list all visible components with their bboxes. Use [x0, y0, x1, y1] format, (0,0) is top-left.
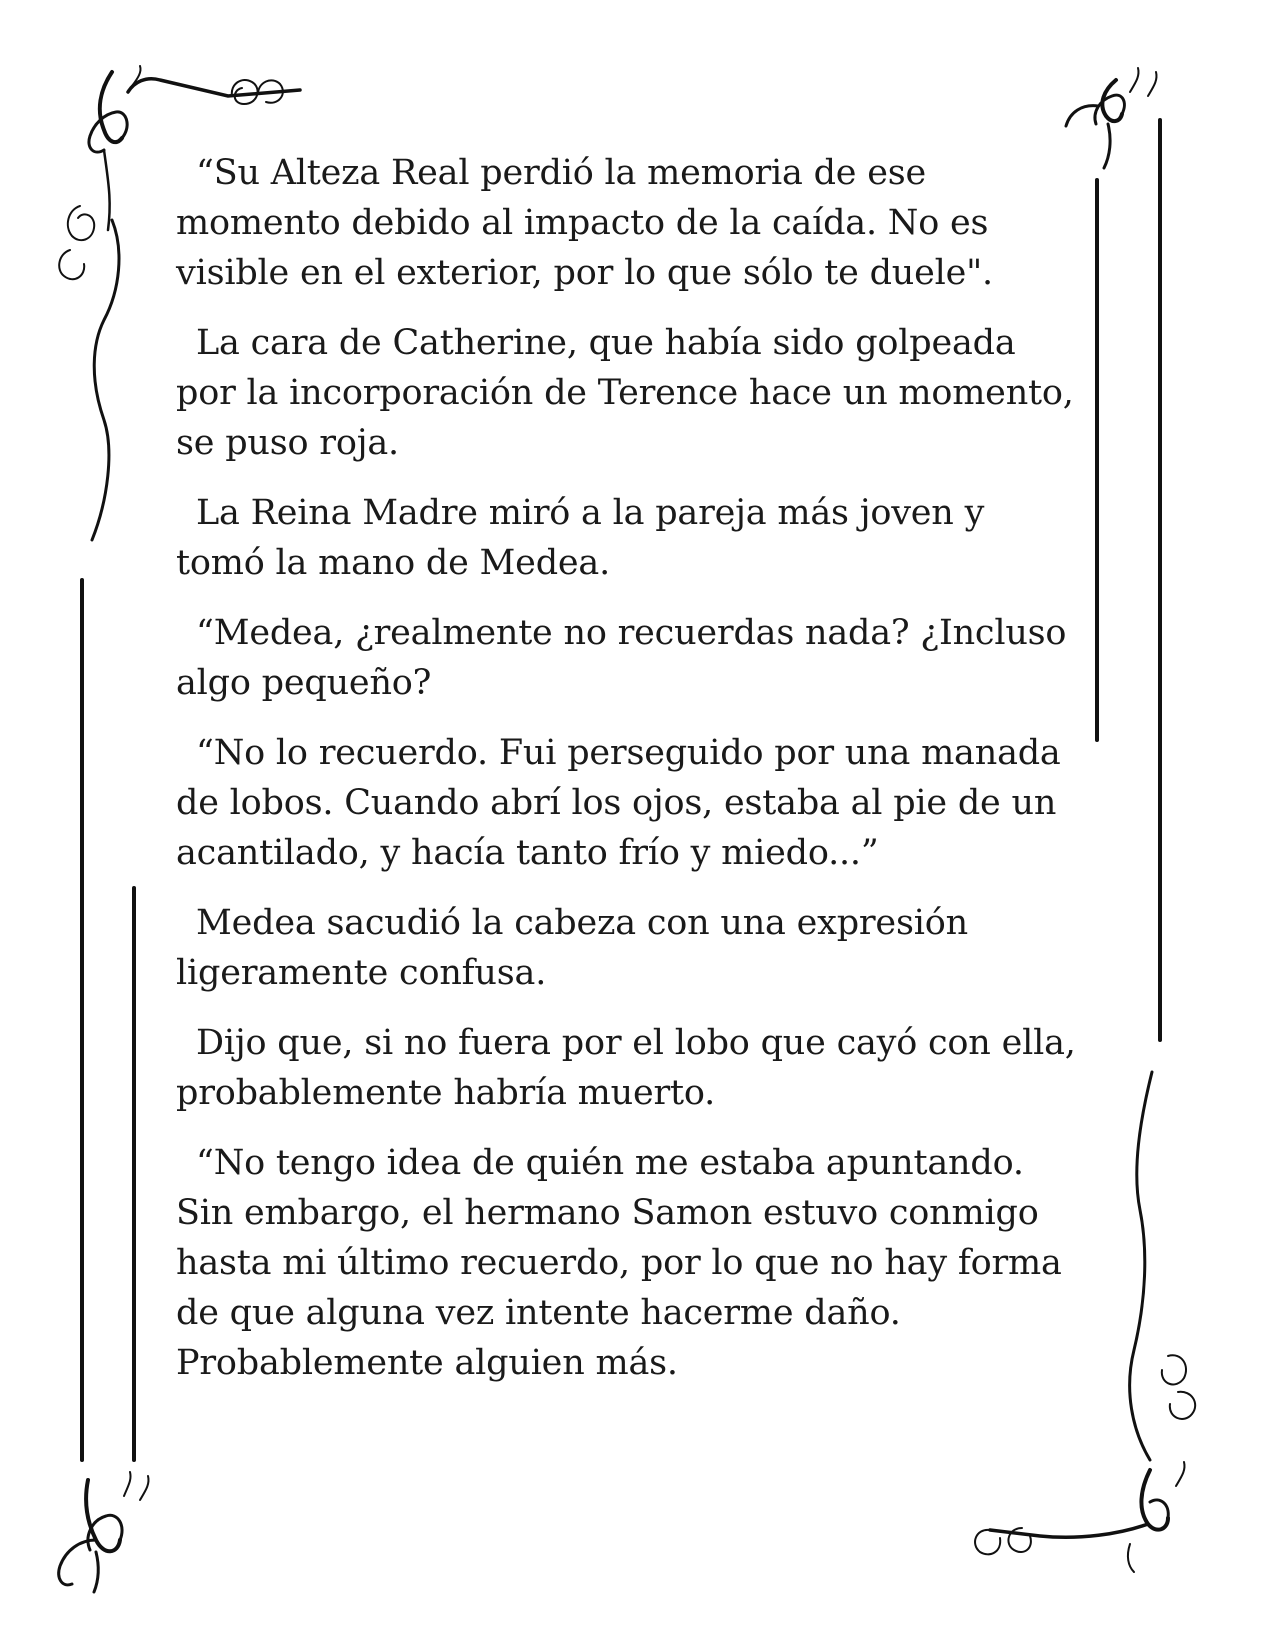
paragraph-7: Dijo que, si no fuera por el lobo que cayó con ella, probablemente habría muerto.	[176, 1023, 1076, 1113]
paragraph-1: “Su Alteza Real perdió la memoria de ese momento debido al impacto de la caída. No es visible en el exterior, por lo que sólo te duele".	[176, 153, 993, 293]
paragraph-6: Medea sacudió la cabeza con una expresión ligeramente confusa.	[176, 903, 968, 993]
bottom-left-flourish	[59, 1472, 149, 1592]
paragraph-2: La cara de Catherine, que había sido golpeada por la incorporación de Terence hace un momento, se puso roja.	[176, 323, 1074, 463]
top-right-flourish	[1066, 68, 1157, 168]
paragraph-3: La Reina Madre miró a la pareja más joven y tomó la mano de Medea.	[176, 493, 985, 583]
paragraph-8: “No tengo idea de quién me estaba apuntando. Sin embargo, el hermano Samon estuvo conmigo hasta mi último recuerdo, por lo que no hay forma de que alguna vez intente hacerme daño. Probablemente alguien más.	[176, 1143, 1062, 1383]
page-body	[176, 148, 1076, 1408]
paragraph-5: “No lo recuerdo. Fui perseguido por una manada de lobos. Cuando abrí los ojos, estaba al pie de un acantilado, y hacía tanto frío y miedo...”	[176, 733, 1061, 873]
paragraph-4: “Medea, ¿realmente no recuerdas nada? ¿Incluso algo pequeño?	[176, 613, 1067, 703]
